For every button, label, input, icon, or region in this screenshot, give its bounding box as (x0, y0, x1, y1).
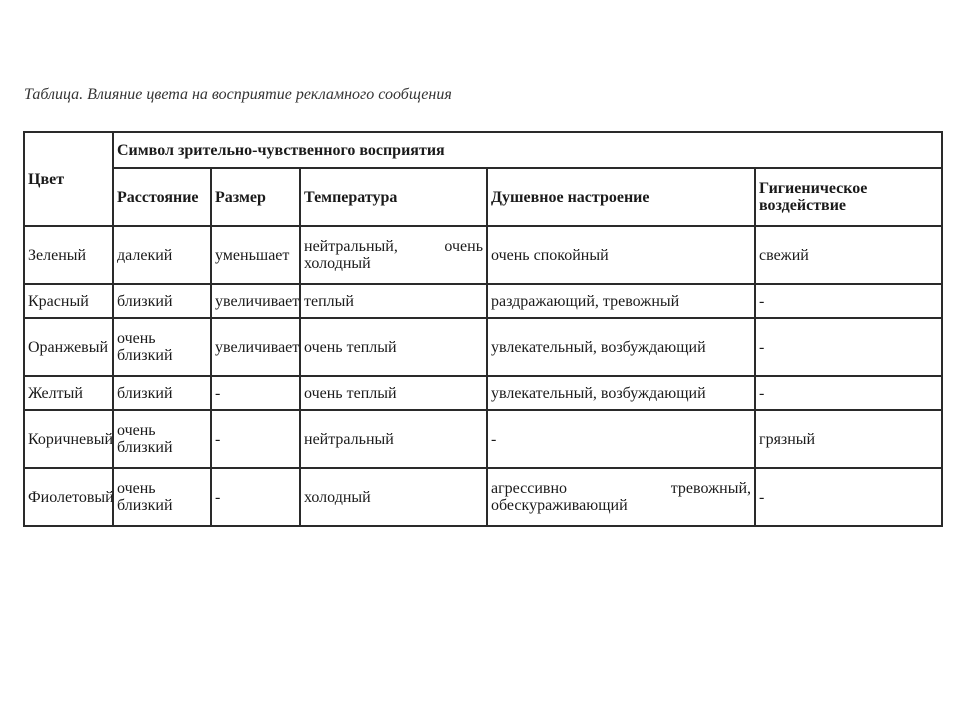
header-row-1 (24, 132, 942, 168)
column-header-distance: Расстояние (113, 168, 211, 226)
column-header-mood: Душевное настроение (487, 168, 755, 226)
table-row (24, 468, 942, 526)
cell-color: Коричневый (24, 410, 113, 468)
table-row (24, 318, 942, 376)
cell-temperature: нейтральный (300, 410, 487, 468)
cell-size: - (211, 410, 300, 468)
cell-color: Зеленый (24, 226, 113, 284)
cell-mood: очень спокойный (487, 226, 755, 284)
cell-temperature: очень теплый (300, 318, 487, 376)
cell-temperature: нейтральный, очень холодный (300, 226, 487, 284)
column-header-hygiene: Гигиеническое воздействие (755, 168, 942, 226)
table-row (24, 226, 942, 284)
column-header-size: Размер (211, 168, 300, 226)
cell-hygiene: - (755, 318, 942, 376)
cell-temperature: очень теплый (300, 376, 487, 410)
cell-size: - (211, 468, 300, 526)
cell-hygiene: - (755, 376, 942, 410)
cell-hygiene: грязный (755, 410, 942, 468)
cell-color: Оранжевый (24, 318, 113, 376)
cell-color: Желтый (24, 376, 113, 410)
cell-color: Красный (24, 284, 113, 318)
cell-mood: раздражающий, тревожный (487, 284, 755, 318)
cell-temperature: теплый (300, 284, 487, 318)
cell-mood: увлекательный, возбуждающий (487, 318, 755, 376)
cell-size: увеличивает (211, 318, 300, 376)
cell-mood: - (487, 410, 755, 468)
table-row (24, 376, 942, 410)
cell-mood: агрессивно тревожный, обескураживающий (487, 468, 755, 526)
table-caption: Таблица. Влияние цвета на восприятие рекламного сообщения (24, 86, 452, 103)
cell-mood: увлекательный, возбуждающий (487, 376, 755, 410)
table-row (24, 284, 942, 318)
cell-size: - (211, 376, 300, 410)
header-color: Цвет (24, 132, 113, 226)
cell-distance: очень близкий (113, 468, 211, 526)
cell-distance: далекий (113, 226, 211, 284)
cell-distance: близкий (113, 284, 211, 318)
header-row-2 (24, 168, 942, 226)
cell-size: увеличивает (211, 284, 300, 318)
cell-size: уменьшает (211, 226, 300, 284)
cell-hygiene: - (755, 468, 942, 526)
cell-temperature: холодный (300, 468, 487, 526)
cell-color: Фиолетовый (24, 468, 113, 526)
column-header-temperature: Температура (300, 168, 487, 226)
color-perception-table (23, 131, 943, 527)
cell-hygiene: свежий (755, 226, 942, 284)
cell-distance: близкий (113, 376, 211, 410)
cell-distance: очень близкий (113, 318, 211, 376)
cell-distance: очень близкий (113, 410, 211, 468)
table-row (24, 410, 942, 468)
header-group: Символ зрительно-чувственного восприятия (113, 132, 942, 168)
cell-hygiene: - (755, 284, 942, 318)
